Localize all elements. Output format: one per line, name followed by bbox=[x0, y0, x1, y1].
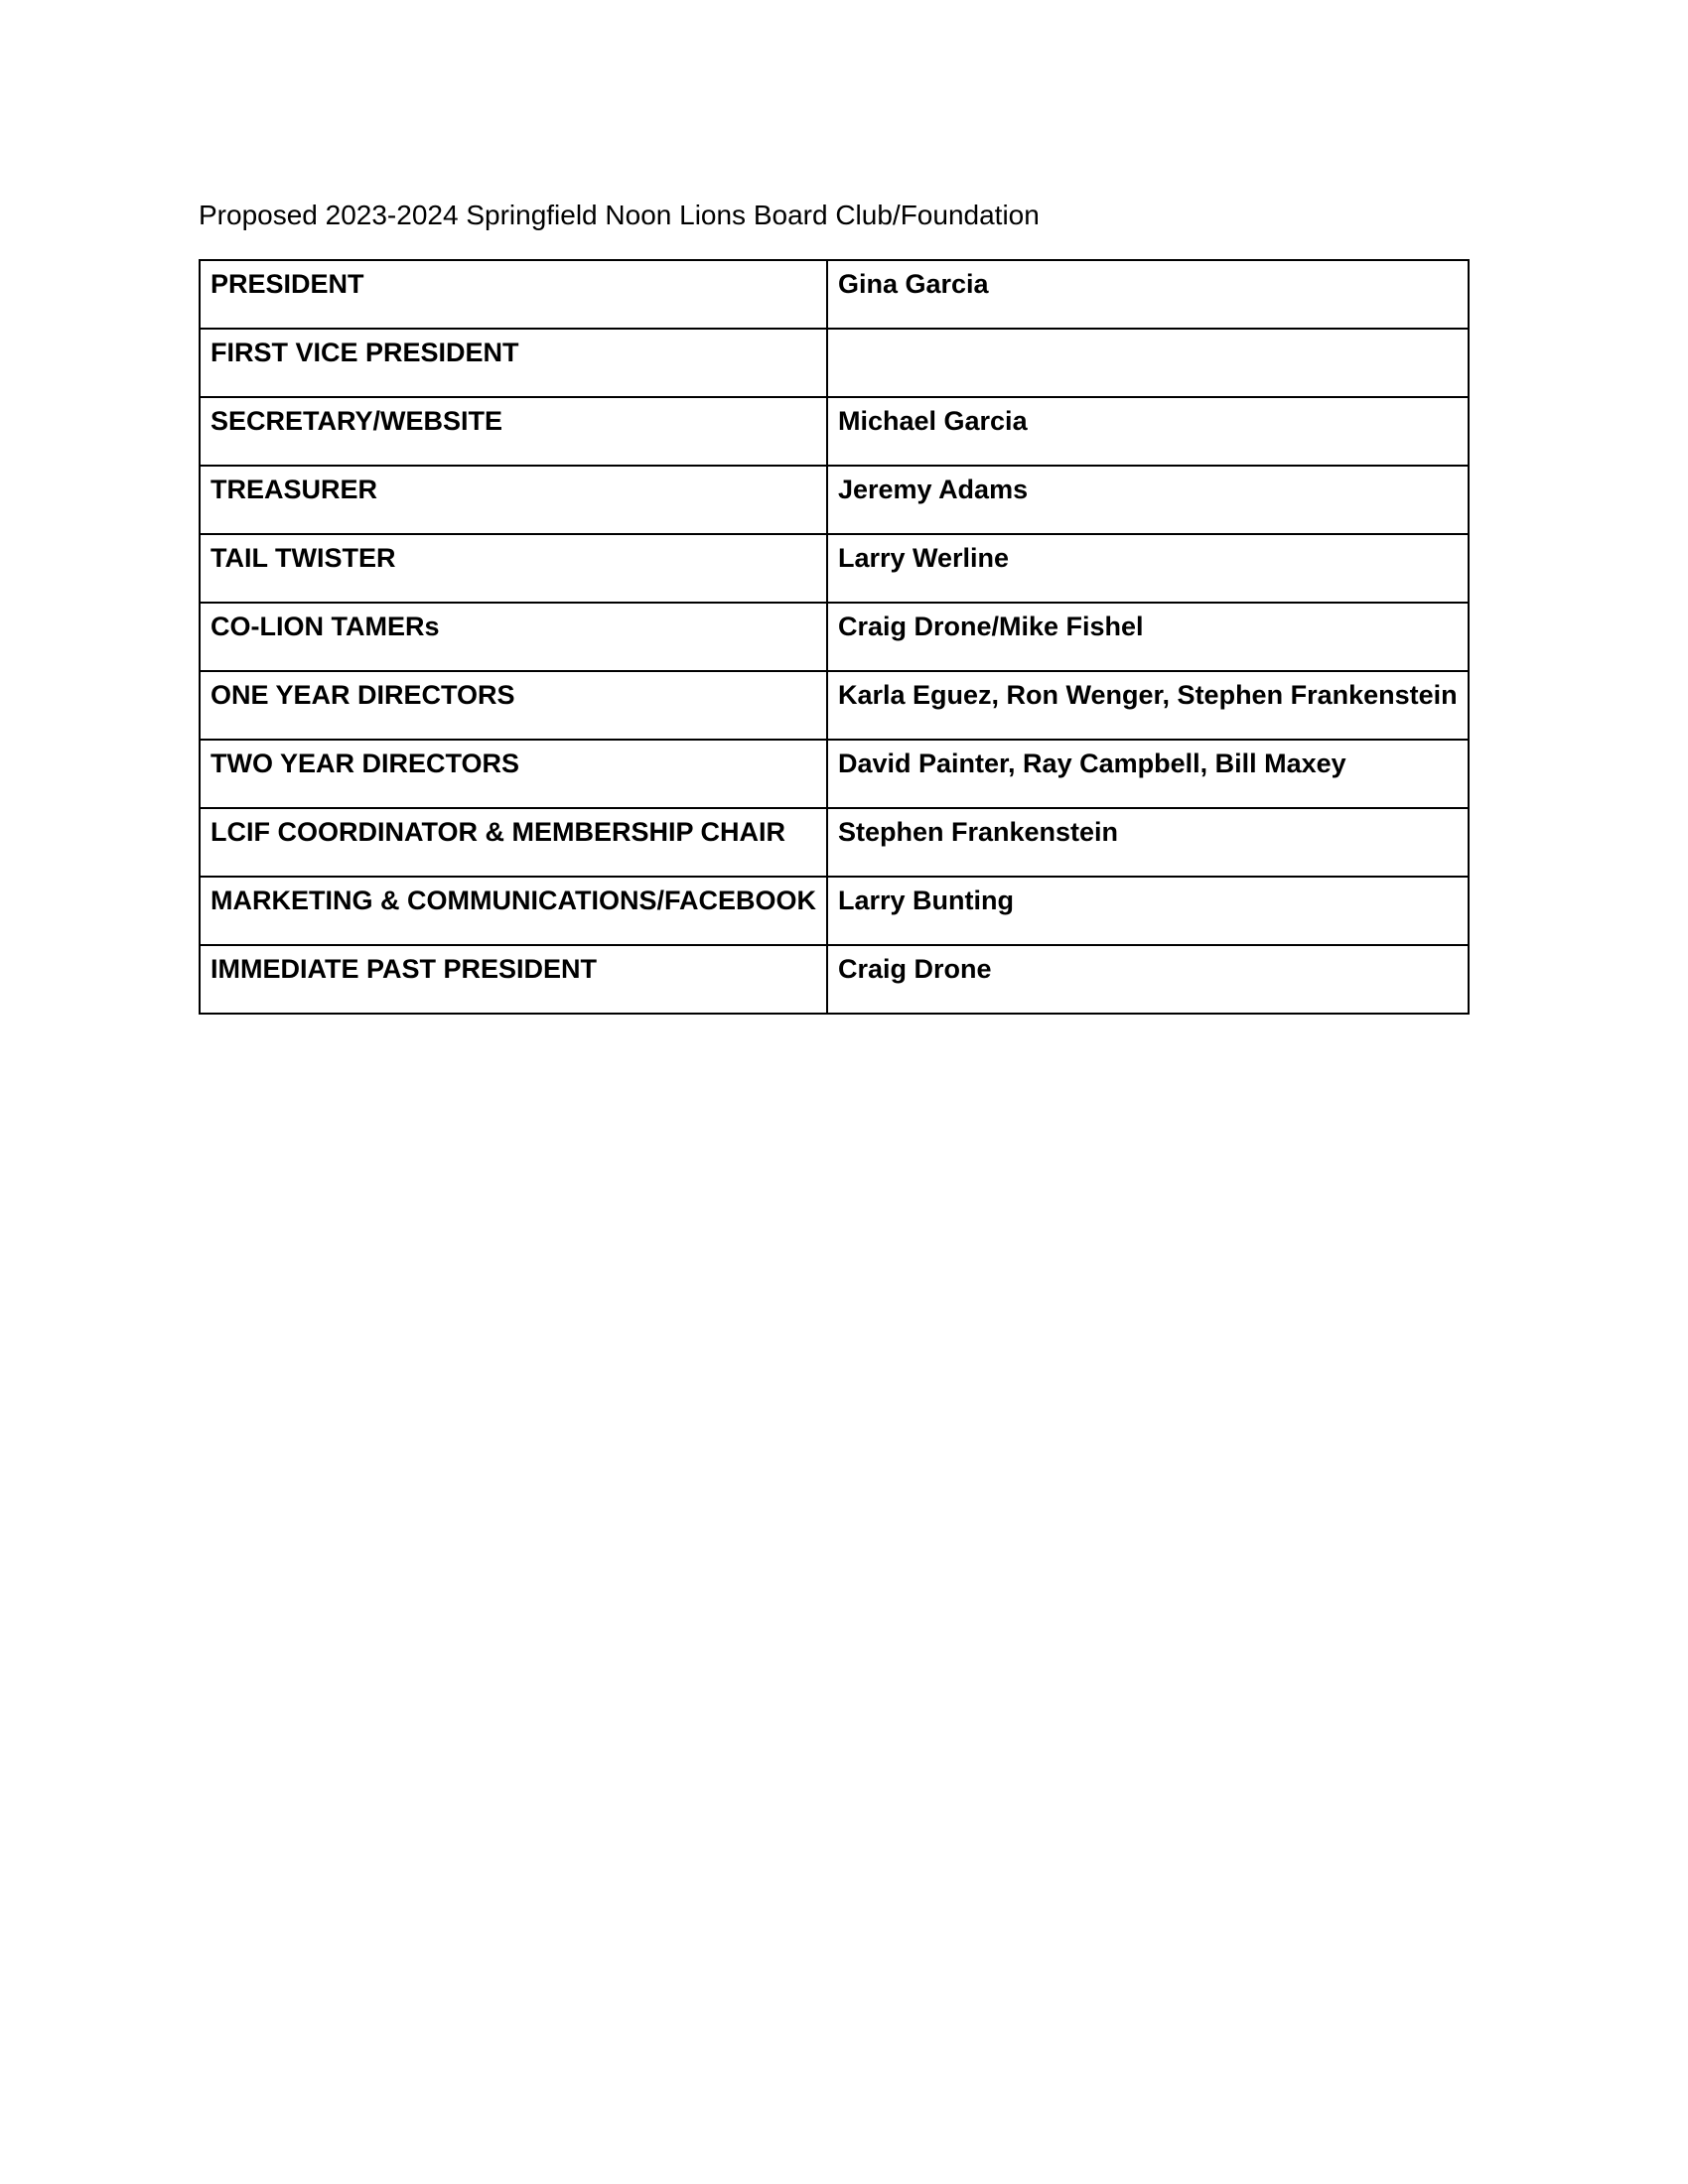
name-cell bbox=[827, 260, 1469, 329]
member-name: David Painter, Ray Campbell, Bill Maxey bbox=[837, 749, 1346, 778]
name-cell bbox=[827, 329, 1469, 397]
board-members-table bbox=[199, 259, 1470, 1015]
role-cell bbox=[200, 466, 827, 534]
name-cell bbox=[827, 534, 1469, 603]
document-title: Proposed 2023-2024 Springfield Noon Lions Board Club/Foundation bbox=[199, 200, 1040, 230]
role-cell bbox=[200, 397, 827, 466]
role-label: CO-LION TAMERs bbox=[211, 612, 440, 641]
member-name: Michael Garcia bbox=[837, 406, 1028, 436]
table-row bbox=[200, 877, 1469, 945]
member-name: Gina Garcia bbox=[837, 269, 989, 299]
member-name: Craig Drone/Mike Fishel bbox=[837, 612, 1144, 641]
role-cell bbox=[200, 260, 827, 329]
table-row bbox=[200, 260, 1469, 329]
role-cell bbox=[200, 534, 827, 603]
role-cell bbox=[200, 603, 827, 671]
role-cell bbox=[200, 877, 827, 945]
name-cell bbox=[827, 603, 1469, 671]
role-label: FIRST VICE PRESIDENT bbox=[211, 338, 519, 367]
table-row bbox=[200, 534, 1469, 603]
role-label: SECRETARY/WEBSITE bbox=[211, 406, 503, 436]
table-row bbox=[200, 603, 1469, 671]
role-label: IMMEDIATE PAST PRESIDENT bbox=[211, 954, 598, 984]
member-name: Jeremy Adams bbox=[837, 475, 1029, 504]
member-name: Craig Drone bbox=[837, 954, 992, 984]
table-row bbox=[200, 808, 1469, 877]
role-label: TAIL TWISTER bbox=[211, 543, 396, 573]
table-row bbox=[200, 740, 1469, 808]
role-label: TWO YEAR DIRECTORS bbox=[211, 749, 520, 778]
role-cell bbox=[200, 671, 827, 740]
member-name bbox=[838, 330, 1458, 336]
name-cell bbox=[827, 397, 1469, 466]
member-name: Larry Bunting bbox=[837, 886, 1014, 915]
role-label: MARKETING & COMMUNICATIONS/FACEBOOK bbox=[211, 886, 816, 915]
name-cell bbox=[827, 808, 1469, 877]
member-name: Karla Eguez, Ron Wenger, Stephen Frankenstein bbox=[837, 680, 1458, 710]
name-cell bbox=[827, 466, 1469, 534]
role-cell bbox=[200, 945, 827, 1014]
name-cell bbox=[827, 945, 1469, 1014]
role-label: PRESIDENT bbox=[211, 269, 364, 299]
role-cell bbox=[200, 329, 827, 397]
table-row bbox=[200, 329, 1469, 397]
member-name: Larry Werline bbox=[837, 543, 1010, 573]
role-label: LCIF COORDINATOR & MEMBERSHIP CHAIR bbox=[211, 817, 786, 847]
name-cell bbox=[827, 671, 1469, 740]
role-cell bbox=[200, 808, 827, 877]
name-cell bbox=[827, 877, 1469, 945]
table-row bbox=[200, 397, 1469, 466]
table-row bbox=[200, 671, 1469, 740]
role-cell bbox=[200, 740, 827, 808]
name-cell bbox=[827, 740, 1469, 808]
role-label: TREASURER bbox=[211, 475, 378, 504]
table-row bbox=[200, 466, 1469, 534]
member-name: Stephen Frankenstein bbox=[837, 817, 1119, 847]
role-label: ONE YEAR DIRECTORS bbox=[211, 680, 515, 710]
table-row bbox=[200, 945, 1469, 1014]
